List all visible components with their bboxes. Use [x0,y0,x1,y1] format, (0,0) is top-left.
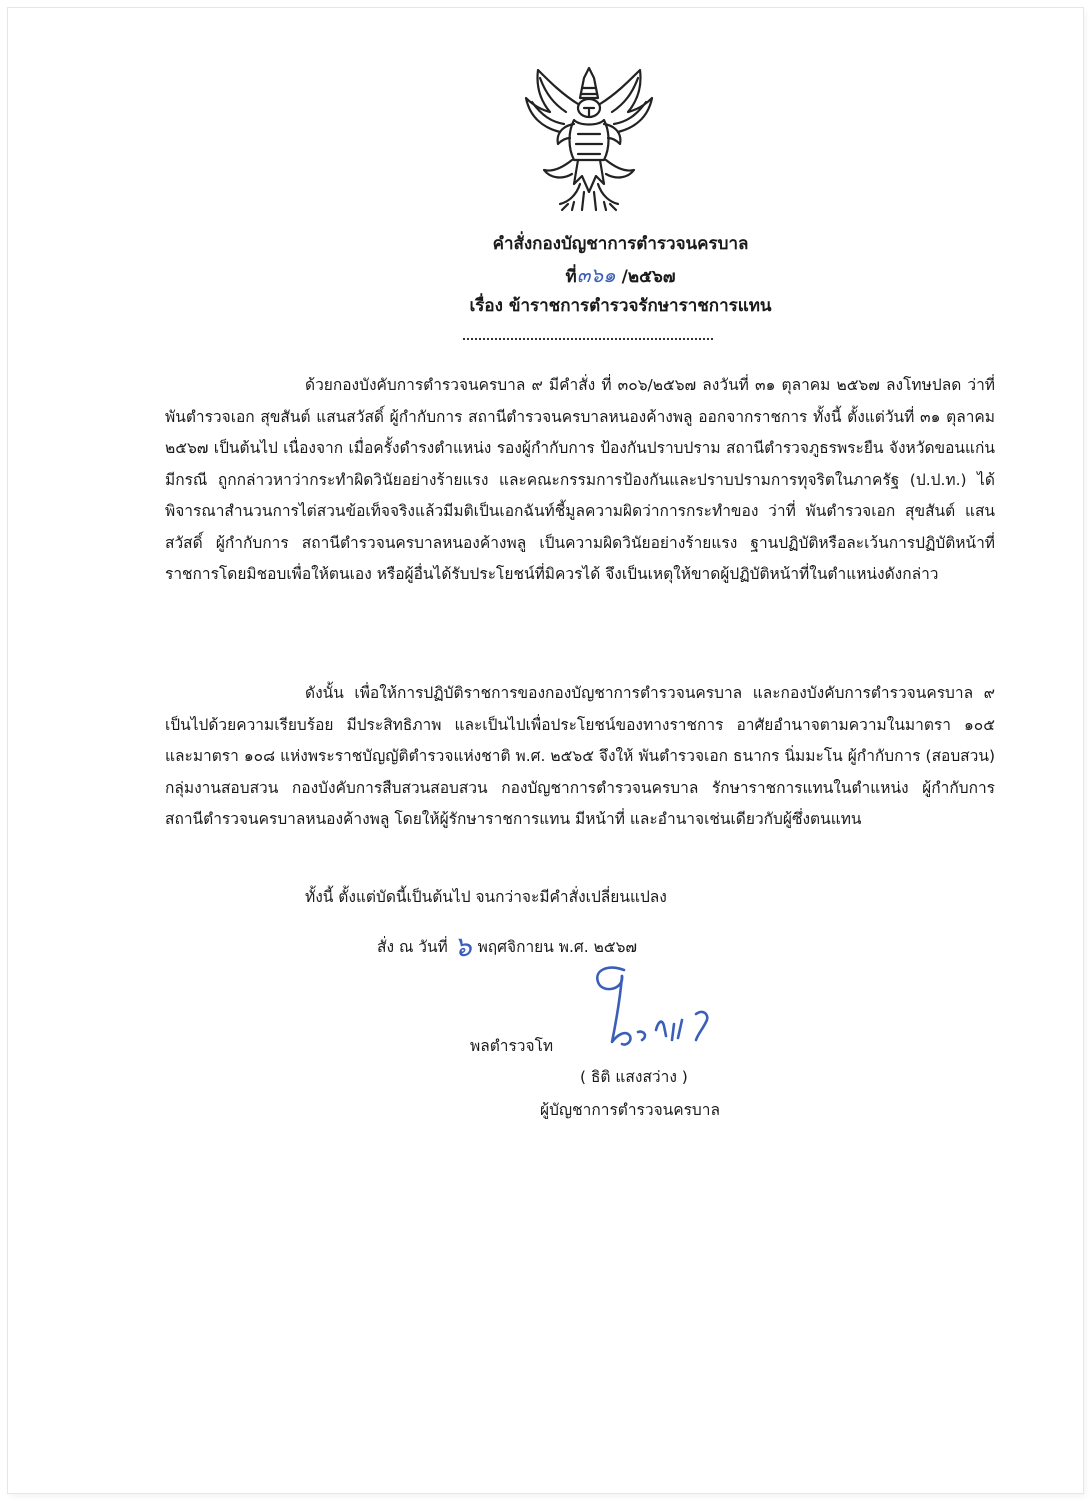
order-number [83,263,1091,289]
signature-icon [578,960,728,1055]
order-subject: เรื่อง ข้าราชการตำรวจรักษาราชการแทน [469,296,772,316]
body-paragraph-2: ดังนั้น เพื่อให้การปฏิบัติราชการของกองบัญชาการตำรวจนครบาล และกองบังคับการตำรวจนครบาล ๙ เป็นไปด้วยความเรียบร้อย มีประสิทธิภาพ และเป็นไปเพื่อประโยชน์ของทางราชการ อาศัยอำนาจตามความในมาตรา ๑๐๕ และมาตรา ๑๐๘ แห่งพระราชบัญญัติตำรวจแห่งชาติ พ.ศ. ๒๕๖๕ จึงให้ พันตำรวจเอก ธนากร นิ่มมะโน ผู้กำกับการ (สอบสวน) กลุ่มงานสอบสวน กองบังคับการสืบสวนสอบสวน กองบัญชาการตำรวจนครบาล รักษาราชการแทนในตำแหน่ง ผู้กำกับการ สถานีตำรวจนครบาลหนองค้างพลู โดยให้ผู้รักษาราชการแทน มีหน้าที่ และอำนาจเช่นเดียวกับผู้ซึ่งตนแทน [165,684,995,828]
garuda-emblem-icon [522,64,656,214]
signer-position: ผู้บัญชาการตำรวจนครบาล [540,1101,720,1119]
header-dotted-separator [463,330,713,340]
order-number-prefix: ที่ [565,267,577,287]
signer-rank: พลตำรวจโท [470,1037,554,1055]
body-paragraph-1: ด้วยกองบังคับการตำรวจนครบาล ๙ มีคำสั่ง ที่ ๓๐๖/๒๕๖๗ ลงวันที่ ๓๑ ตุลาคม ๒๕๖๗ ลงโทษปลด ว่าที่ พันตำรวจเอก สุขสันต์ แสนสวัสดิ์ ผู้กำกับการ สถานีตำรวจนครบาลหนองค้างพลู ออกจากราชการ ทั้งนี้ ตั้งแต่วันที่ ๓๑ ตุลาคม ๒๕๖๗ เป็นต้นไป เนื่องจาก เมื่อครั้งดำรงตำแหน่ง รองผู้กำกับการ ป้องกันปราบปราม สถานีตำรวจภูธรพระยืน จังหวัดขอนแก่น มีกรณี ถูกกล่าวหาว่ากระทำผิดวินัยอย่างร้ายแรง และคณะกรรมการป้องกันและปราบปรามการทุจริตในภาครัฐ (ป.ป.ท.) ได้พิจารณาสำนวนการไต่สวนข้อเท็จจริงแล้วมีมติเป็นเอกฉันท์ชี้มูลความผิดว่าการกระทำของ ว่าที่ พันตำรวจเอก สุขสันต์ แสนสวัสดิ์ ผู้กำกับการ สถานีตำรวจนครบาลหนองค้างพลู เป็นความผิดวินัยอย่างร้ายแรง ฐานปฏิบัติหรือละเว้นการปฏิบัติหน้าที่ราชการโดยมิชอบเพื่อให้ตนเอง หรือผู้อื่นได้รับประโยชน์ที่มิควรได้ จึงเป็นเหตุให้ขาดผู้ปฏิบัติหน้าที่ในตำแหน่งดังกล่าว [165,376,995,583]
order-date-suffix: พฤศจิกายน พ.ศ. ๒๕๖๗ [477,938,638,956]
signer-name: ( ธิติ แสงสว่าง ) [580,1068,688,1086]
document-page [8,8,1083,1493]
order-date-prefix: สั่ง ณ วันที่ [377,938,448,956]
order-date [377,930,638,963]
order-date-day-handwritten: ๖ [453,930,472,963]
order-title: คำสั่งกองบัญชาการตำรวจนครบาล [492,234,749,254]
order-number-suffix: /๒๕๖๗ [621,267,676,287]
body-paragraph-3: ทั้งนี้ ตั้งแต่บัดนี้เป็นต้นไป จนกว่าจะมีคำสั่งเปลี่ยนแปลง [305,888,667,906]
order-number-handwritten: ๓๖๑ [576,263,616,287]
